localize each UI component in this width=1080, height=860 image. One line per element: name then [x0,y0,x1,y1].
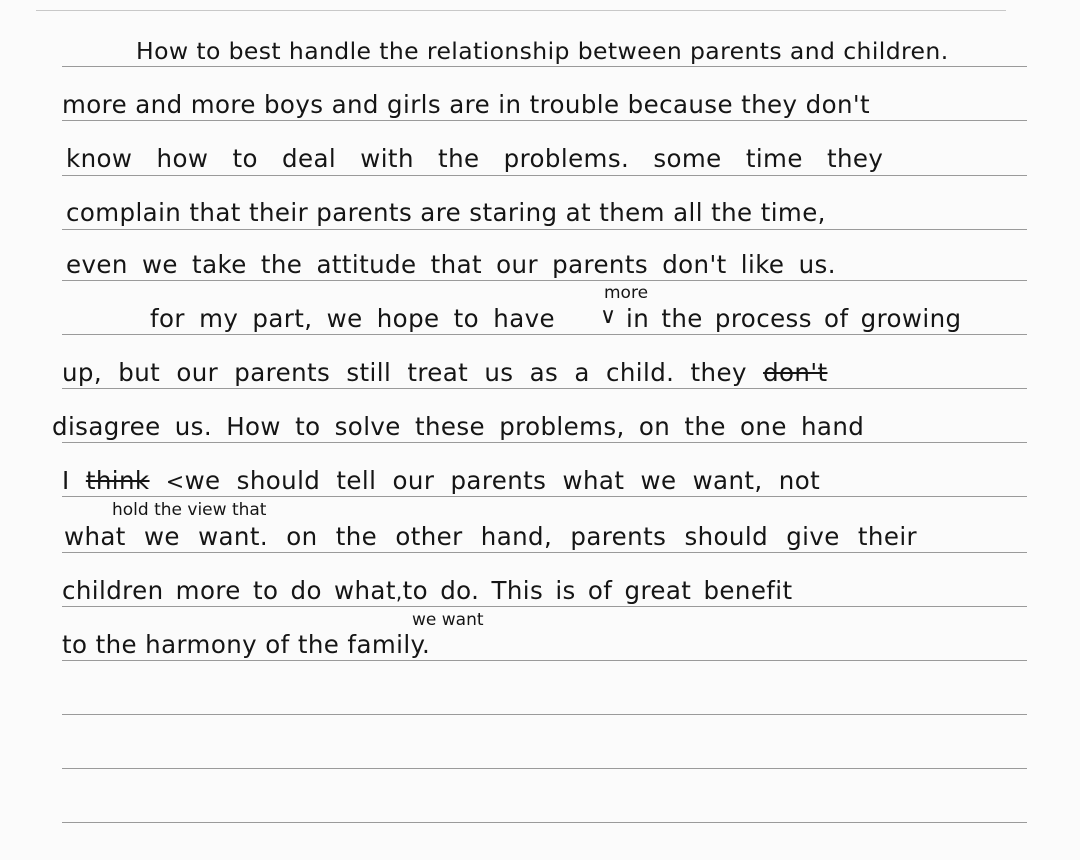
handwritten-line: to the harmony of the family. [62,630,431,659]
handwritten-line: for my part, we hope to have [150,304,555,333]
line-text: children more to do what [62,576,396,605]
handwritten-line: know how to deal with the problems. some time they [66,144,884,173]
insertion-caret: ∨ [600,304,617,329]
handwritten-line [62,466,1027,498]
essay-title: How to best handle the relationship between parents and children. [136,37,949,65]
insertion-caret: , [395,580,403,604]
ruled-line [62,552,1027,553]
insertion-we-want: we want [412,610,484,630]
handwritten-line [62,576,1027,607]
ruled-line [62,66,1027,67]
ruled-line [62,175,1027,176]
line-text: we should tell our parents what we want, not [184,466,821,495]
line-text: to do. This is of great benefit [402,576,793,605]
ruled-line [62,334,1027,335]
ruled-line [62,822,1027,823]
handwritten-line: in the process of growing [626,304,962,333]
insertion-more: more [604,283,649,303]
top-rule [36,10,1006,11]
handwritten-line: complain that their parents are staring at them all the time, [66,198,826,227]
handwritten-line [62,358,1027,388]
ruled-line [62,120,1027,121]
ruled-line [62,388,1027,389]
line-text: I [62,466,70,495]
handwritten-line: more and more boys and girls are in trouble because they don't [62,90,871,119]
ruled-line [62,229,1027,230]
ruled-line [62,714,1027,715]
crossed-out-word: don't [763,358,828,387]
ruled-line [62,660,1027,661]
ruled-line [62,280,1027,281]
handwritten-line: what we want. on the other hand, parents should give their [64,522,918,551]
crossed-out-word: think [85,466,150,495]
insertion-caret: < [165,470,185,495]
handwritten-line: even we take the attitude that our parents don't like us. [66,250,836,279]
ruled-line [62,768,1027,769]
handwritten-line: disagree us. How to solve these problems, on the one hand [52,412,865,441]
insertion-hold-the-view: hold the view that [112,500,267,520]
line-text: up, but our parents still treat us as a child. they [62,358,747,387]
ruled-line [62,442,1027,443]
